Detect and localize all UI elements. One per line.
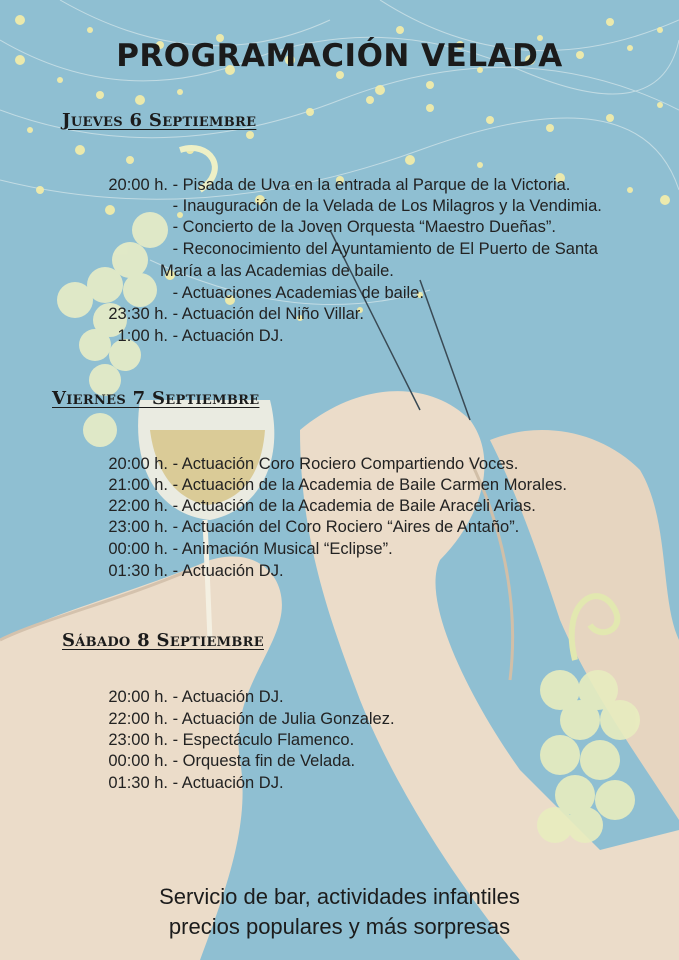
schedule-line (84, 476, 567, 495)
light-bulb (486, 116, 494, 124)
light-bulb (27, 127, 33, 133)
light-bulb (426, 104, 434, 112)
event-text: - Actuación de la Academia de Baile Carmen Morales. (172, 476, 567, 494)
light-bulb (396, 26, 404, 34)
day-heading-1: Jueves 6 Septiembre (62, 110, 257, 131)
light-bulb (660, 195, 670, 205)
schedule-line (84, 218, 556, 237)
light-bulb (366, 96, 374, 104)
time-label: 22:00 h. (108, 497, 168, 515)
event-text: - Actuación del Coro Rociero “Aires de Antaño”. (172, 518, 520, 536)
event-text: - Actuación DJ. (172, 562, 284, 580)
schedule-line (84, 176, 570, 195)
event-text: - Actuación del Niño Villar. (172, 305, 364, 323)
light-bulb (96, 91, 104, 99)
light-bulb (546, 124, 554, 132)
time-label: 23:00 h. (108, 731, 168, 749)
event-text: - Actuación de Julia Gonzalez. (172, 710, 395, 728)
event-text: - Reconocimiento del Ayuntamiento de El Puerto de Santa (172, 240, 598, 258)
time-label: 22:00 h. (108, 710, 168, 728)
schedule-line (84, 752, 355, 771)
light-bulb (477, 162, 483, 168)
light-bulb (405, 155, 415, 165)
light-bulb (15, 15, 25, 25)
time-label: 00:00 h. (108, 540, 168, 558)
event-text: - Concierto de la Joven Orquesta “Maestro Dueñas”. (172, 218, 556, 236)
schedule-line (84, 327, 284, 346)
event-text: - Actuación DJ. (172, 327, 284, 345)
light-bulb (627, 187, 633, 193)
day-heading-3: Sábado 8 Septiembre (62, 630, 264, 651)
time-label: 20:00 h. (108, 688, 168, 706)
schedule-line (84, 497, 536, 516)
light-bulb (75, 145, 85, 155)
schedule-line (84, 562, 284, 581)
light-bulb (375, 85, 385, 95)
light-bulb (657, 27, 663, 33)
event-text: - Pisada de Uva en la entrada al Parque de la Victoria. (172, 176, 571, 194)
light-bulb (135, 95, 145, 105)
schedule-line (84, 774, 284, 793)
time-label: 20:00 h. (108, 455, 168, 473)
light-bulb (177, 89, 183, 95)
event-text: - Actuación Coro Rociero Compartiendo Voces. (172, 455, 519, 473)
light-bulb (246, 131, 254, 139)
schedule-line (84, 540, 393, 559)
light-bulb (36, 186, 44, 194)
light-bulb (57, 77, 63, 83)
light-bulb (606, 18, 614, 26)
event-text: - Actuación DJ. (172, 688, 284, 706)
schedule-line (84, 731, 354, 750)
schedule-line (84, 305, 364, 324)
event-text: - Espectáculo Flamenco. (172, 731, 355, 749)
day-heading-2: Viernes 7 Septiembre (52, 388, 260, 409)
time-label: 23:30 h. (108, 305, 168, 323)
schedule-line (84, 455, 518, 474)
light-bulb (306, 108, 314, 116)
schedule-line (84, 688, 284, 707)
footer-line-1: Servicio de bar, actividades infantiles (159, 884, 520, 909)
schedule-line (84, 284, 424, 303)
schedule-line (84, 197, 602, 216)
footer-line-2: precios populares y más sorpresas (168, 914, 511, 939)
event-text: - Inauguración de la Velada de Los Milagros y la Vendimia. (172, 197, 602, 215)
time-label: 00:00 h. (108, 752, 168, 770)
schedule-line (160, 262, 394, 281)
time-label: 01:30 h. (108, 562, 168, 580)
light-bulb (126, 156, 134, 164)
time-label: 21:00 h. (108, 476, 168, 494)
event-text: María a las Academias de baile. (160, 262, 394, 280)
page-title: PROGRAMACIÓN VELADA (116, 38, 563, 74)
event-text: - Actuación de la Academia de Baile Araceli Arias. (172, 497, 536, 515)
light-bulb (657, 102, 663, 108)
time-label: 1:00 h. (117, 327, 168, 345)
time-label: 01:30 h. (108, 774, 168, 792)
event-text: - Actuación DJ. (172, 774, 284, 792)
event-text: - Actuaciones Academias de baile. (172, 284, 424, 302)
light-bulb (606, 114, 614, 122)
event-text: - Orquesta fin de Velada. (172, 752, 356, 770)
light-bulb (426, 81, 434, 89)
schedule-line (84, 518, 519, 537)
schedule-line (84, 240, 598, 259)
time-label: 23:00 h. (108, 518, 168, 536)
schedule-line (84, 710, 395, 729)
light-bulb (87, 27, 93, 33)
time-label: 20:00 h. (108, 176, 168, 194)
event-text: - Animación Musical “Eclipse”. (172, 540, 393, 558)
